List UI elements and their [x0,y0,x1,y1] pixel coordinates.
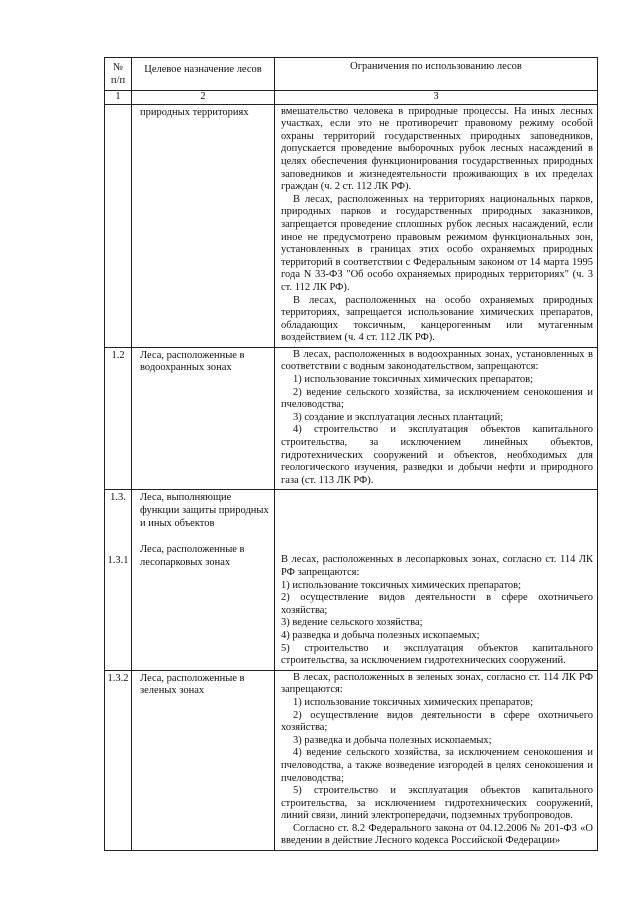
list-item: 1) использование токсичных химических препаратов; [293,696,534,708]
paragraph: В лесах, расположенных на территориях национальных парков, природных парков и государственных природных заказников, запрещается проведение сплошных рубок лесных насаждений, если иное не предусмотрено правовым режимом функциональных зон, установленных в границах этих особо охраняемых природных территорий в соответствии с Федеральным законом от 14 марта 1995 года N 33-ФЗ "Об особо охраняемых природных территориях" (ч. 3 ст. 112 ЛК РФ). [281,193,593,293]
paragraph: В лесах, расположенных на особо охраняемых природных территориях, запрещается использование химических препаратов, обладающих токсичным, канцерогенным или мутагенным воздействием (ч. 4 ст. 112 ЛК РФ). [281,294,593,344]
list-item: 3) ведение сельского хозяйства; [281,617,423,629]
table-row-1-3 [105,490,598,670]
list-item: 1) использование токсичных химических препаратов; [281,579,522,591]
header-purpose-label: Целевое назначение лесов [144,64,262,75]
list-item: 2) ведение сельского хозяйства, за исключением сенокошения и пчеловодства; [281,386,593,411]
paragraph: Согласно ст. 8.2 Федерального закона от 04.12.2006 № 201-ФЗ «О введении в действие Лесного кодекса Российской Федерации» [281,822,593,847]
list-item: 4) разведка и добыча полезных ископаемых; [281,629,480,641]
row-purpose: Леса, расположенные в водоохранных зонах [132,347,275,490]
table-row-continued [105,104,598,347]
paragraph: В лесах, расположенных в водоохранных зонах, установленных в соответствии с водным законодательством, запрещаются: [281,348,593,373]
column-index-3: 3 [275,91,598,105]
list-item: 4) ведение сельского хозяйства, за исключением сенокошения и пчеловодства, а также возведение изгородей в целях сенокошения и пчеловодства; [281,747,593,784]
list-item: 1) использование токсичных химических препаратов; [293,374,534,386]
table-header-row [105,58,598,91]
header-number-col [105,58,132,91]
row-number-1-3: 1.3. [110,492,126,504]
row-restrictions [275,104,598,347]
row-number: 1.2 [105,347,132,490]
paragraph: В лесах, расположенных в зеленых зонах, согласно ст. 114 ЛК РФ запрещаются: [281,671,593,696]
list-item: 3) создание и эксплуатация лесных плантаций; [293,411,504,423]
row-purpose [132,490,275,670]
list-item: 2) осуществление видов деятельности в сфере охотничьего хозяйства; [281,592,593,616]
column-index-row [105,91,598,105]
list-item: 5) строительство и эксплуатация объектов капитального строительства, за исключением гидротехнических сооружений. [281,642,593,667]
paragraph: вмешательство человека в природные процессы. На иных лесных участках, если это не противоречит правовому режиму особой охраны территорий государственных природных заповедников, допускается проведение выборочных рубок лесных насаждений в целях обеспечения функционирования государственных природных заповедников и жизнедеятельности проживающих в их пределах граждан (ч. 2 ст. 112 ЛК РФ). [281,105,593,193]
table-row-1-3-2 [105,670,598,850]
table-row-1-2 [105,347,598,490]
header-purpose-col [132,58,275,91]
row-purpose: природных территориях [132,104,275,347]
forest-use-restrictions-table [104,57,598,851]
list-item: 3) разведка и добыча полезных ископаемых; [293,734,492,746]
row-restrictions [275,347,598,490]
column-index-1: 1 [105,91,132,105]
purpose-1-3: Леса, выполняющие функции защиты природных и иных объектов [140,492,269,529]
paragraph: В лесах, расположенных в лесопарковых зонах, согласно ст. 114 ЛК РФ запрещаются: [281,554,593,578]
row-number: 1.3.2 [105,670,132,850]
row-purpose: Леса, расположенные в зеленых зонах [132,670,275,850]
list-item: 4) строительство и эксплуатация объектов капитального строительства, за исключением линейных объектов, гидротехнических сооружений и объектов, необходимых для геологического изучения, разведки и добычи нефти и природного газа (ст. 113 ЛК РФ). [281,424,593,486]
header-restrictions-label: Ограничения по использованию лесов [350,61,522,72]
row-number-1-3-1: 1.3.1 [107,555,129,566]
row-number-empty [105,104,132,347]
row-number [105,490,132,670]
header-number-label: № п/п [110,62,126,86]
list-item: 5) строительство и эксплуатация объектов капитального строительства, за исключением гидротехнических сооружений, линий связи, линий электропередачи, подземных трубопроводов. [281,785,593,822]
row-restrictions [275,670,598,850]
list-item: 2) осуществление видов деятельности в сфере охотничьего хозяйства; [281,709,593,734]
column-index-2: 2 [132,91,275,105]
row-restrictions [275,490,598,670]
header-restrictions-col [275,58,598,91]
purpose-1-3-1: Леса, расположенные в лесопарковых зонах [140,544,245,568]
